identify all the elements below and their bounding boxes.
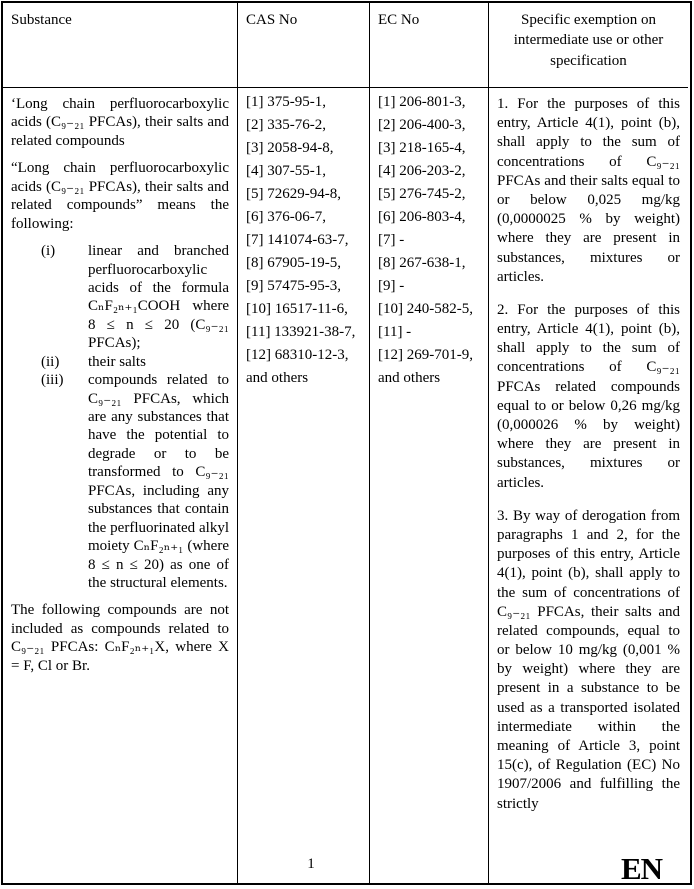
substance-list-item-ii	[11, 353, 229, 371]
ec-no-cell	[369, 88, 488, 883]
ec-entry: [9] -	[378, 278, 405, 294]
cas-entry: [8] 67905-19-5,	[246, 255, 341, 271]
page-number: 1	[307, 856, 315, 872]
substance-means-intro: “Long chain perfluorocarboxylic acids (C₉₋₂₁ PFCAs), their salts and related compounds” means the following:	[11, 160, 229, 232]
list-label-iii: (iii)	[41, 372, 64, 389]
exemption-cell	[488, 88, 688, 883]
ec-entry: [10] 240-582-5,	[378, 301, 473, 317]
exemption-paragraph-1: 1. For the purposes of this entry, Article 4(1), point (b), shall apply to the sum of concentrations of C₉₋₂₁ PFCAs and their salts equal to or below 0,025 mg/kg (0,0000025 % by weight) where they are present in substances, mixtures or articles.	[497, 96, 680, 285]
cas-entry: [3] 2058-94-8,	[246, 140, 334, 156]
column-header-substance: Substance	[3, 3, 237, 88]
cas-no-cell	[237, 88, 369, 883]
cas-entry-others: and others	[246, 370, 309, 386]
ec-entry: [6] 206-803-4,	[378, 209, 466, 225]
cas-entry: [10] 16517-11-6,	[246, 301, 348, 317]
cas-entry: [12] 68310-12-3,	[246, 347, 349, 363]
regulation-table	[1, 1, 692, 885]
cas-entry: [2] 335-76-2,	[246, 117, 326, 133]
ec-entry: [12] 269-701-9,	[378, 347, 473, 363]
substance-exclusion-note: The following compounds are not included as compounds related to C₉₋₂₁ PFCAs: CₙF₂ₙ₊₁X, where X = F, Cl or Br.	[11, 602, 229, 674]
list-text-i: linear and branched perfluorocarboxylic acids of the formula CₙF₂ₙ₊₁COOH where 8 ≤ n ≤ 20 (C₉₋₂₁ PFCAs);	[88, 243, 229, 352]
ec-entry: [8] 267-638-1,	[378, 255, 466, 271]
cas-entry: [4] 307-55-1,	[246, 163, 326, 179]
ec-entry-others: and others	[378, 370, 441, 386]
ec-entry: [3] 218-165-4,	[378, 140, 466, 156]
list-text-iii: compounds related to C₉₋₂₁ PFCAs, which are any substances that have the potential to degrade or to be transformed to C₉₋₂₁ PFCAs, including any substances that contain the perfluorinated alkyl moiety CₙF₂ₙ₊₁ (where 8 ≤ n ≤ 20) as one of the structural elements.	[88, 372, 229, 591]
substance-list-item-iii	[11, 371, 229, 592]
cas-entry: [11] 133921-38-7,	[246, 324, 356, 340]
substance-cell	[3, 88, 237, 883]
list-text-ii: their salts	[88, 353, 146, 370]
language-marker-en: EN	[621, 851, 663, 886]
ec-entry: [1] 206-801-3,	[378, 94, 466, 110]
ec-entry: [7] -	[378, 232, 405, 248]
column-header-cas-no: CAS No	[237, 3, 369, 88]
cas-entry: [9] 57475-95-3,	[246, 278, 341, 294]
column-header-exemption: Specific exemption on intermediate use or other specification	[488, 3, 688, 88]
column-header-ec-no: EC No	[369, 3, 488, 88]
cas-entry: [7] 141074-63-7,	[246, 232, 349, 248]
ec-entry: [5] 276-745-2,	[378, 186, 466, 202]
substance-list-item-i	[11, 242, 229, 353]
substance-definition-quote: ‘Long chain perfluorocarboxylic acids (C₉₋₂₁ PFCAs), their salts and related compounds	[11, 96, 229, 149]
ec-entry: [11] -	[378, 324, 412, 340]
list-label-i: (i)	[41, 243, 56, 260]
exemption-paragraph-3: 3. By way of derogation from paragraphs 1 and 2, for the purposes of this entry, Article 4(1), point (b), shall apply to the sum of concentrations of C₉₋₂₁ PFCAs, their salts and related compounds, equal to or below 10 mg/kg (0,001 % by weight) where they are present in a substance to be used as a transported isolated intermediate within the meaning of Article 3, point 15(c), of Regulation (EC) No 1907/2006 and fulfilling the strictly	[497, 507, 680, 812]
cas-entry: [5] 72629-94-8,	[246, 186, 341, 202]
exemption-paragraph-2: 2. For the purposes of this entry, Article 4(1), point (b), shall apply to the sum of concentrations of C₉₋₂₁ PFCAs related compounds equal to or below 0,26 mg/kg (0,000026 % by weight) where they are present in substances, mixtures or articles.	[497, 301, 680, 491]
cas-entry: [6] 376-06-7,	[246, 209, 326, 225]
ec-entry: [4] 206-203-2,	[378, 163, 466, 179]
ec-entry: [2] 206-400-3,	[378, 117, 466, 133]
list-label-ii: (ii)	[41, 353, 60, 370]
cas-entry: [1] 375-95-1,	[246, 94, 326, 110]
